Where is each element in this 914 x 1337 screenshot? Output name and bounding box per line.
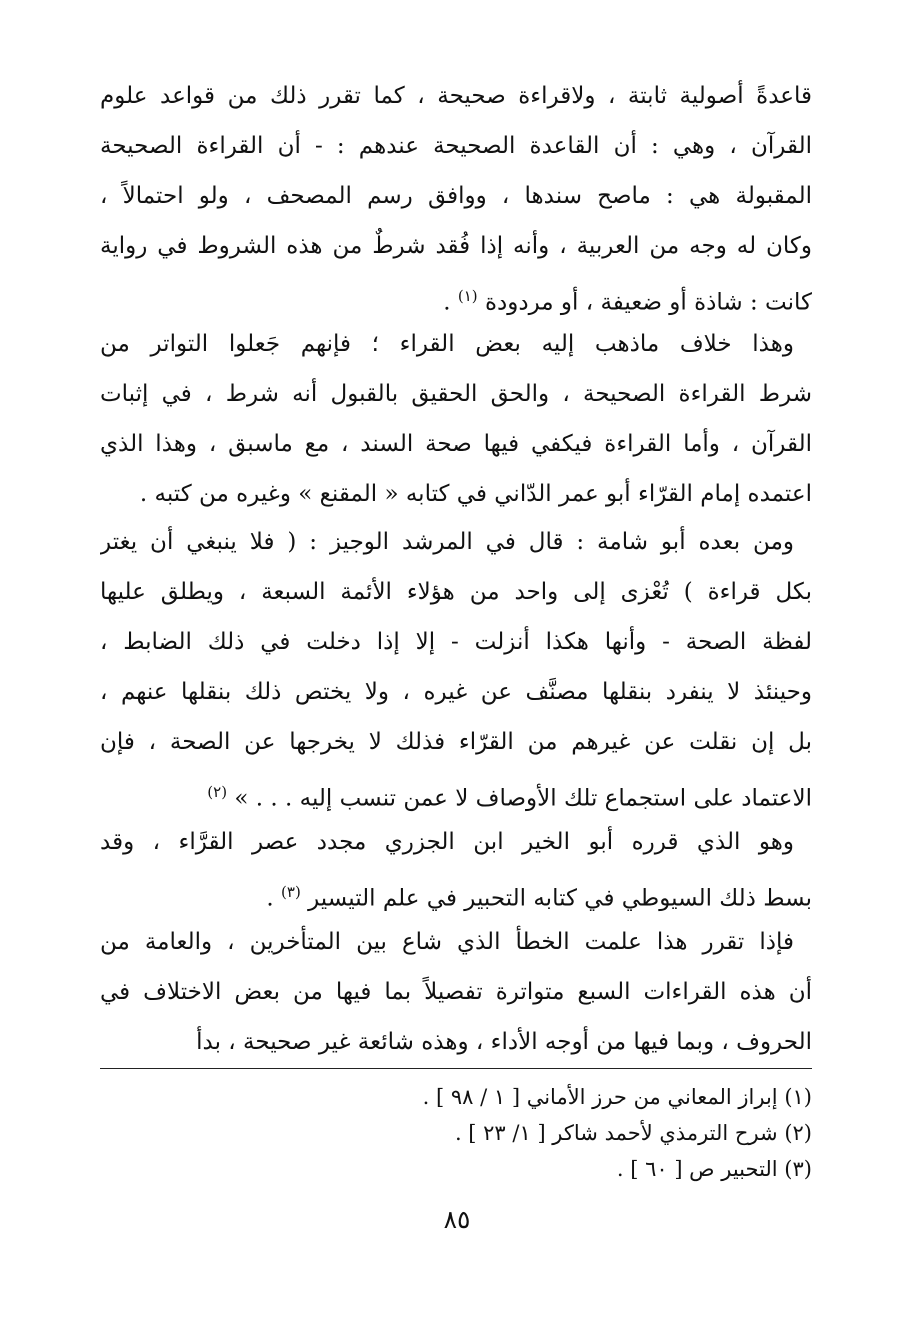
text-line <box>100 568 812 616</box>
text-line <box>100 72 812 120</box>
line-text: بكل قراءة ) تُعْزى إلى واحد من هؤلاء الأئمة السبعة ، ويطلق عليها <box>100 579 812 605</box>
text-line <box>100 668 812 716</box>
line-text: فإذا تقرر هذا علمت الخطأ الذي شاع بين المتأخرين ، والعامة من <box>100 929 794 955</box>
line-text: ومن بعده أبو شامة : قال في المرشد الوجيز : ( فلا ينبغي أن يغتر <box>100 529 794 555</box>
line-text: بسط ذلك السيوطي في كتابه التحبير في علم التيسير <box>308 885 812 912</box>
footnote: (٣) التحبير ص [ ٦٠ ] . <box>616 1157 812 1181</box>
line-text: وهذا خلاف ماذهب إليه بعض القراء ؛ فإنهم جَعلوا التواتر من <box>100 331 794 357</box>
line-text: بل إن نقلت عن غيرهم من القرّاء فذلك لا يخرجها عن الصحة ، فإن <box>100 729 812 755</box>
line-text: قاعدةً أصولية ثابتة ، ولاقراءة صحيحة ، كما تقرر ذلك من قواعد علوم <box>100 83 812 109</box>
line-text: أن هذه القراءات السبع متواترة تفصيلاً بما فيها من بعض الاختلاف في <box>100 979 812 1005</box>
line-text: اعتمده إمام القرّاء أبو عمر الدّاني في كتابه « المقنع » وغيره من كتبه . <box>139 481 812 507</box>
line-text: القرآن ، وهي : أن القاعدة الصحيحة عندهم : - أن القراءة الصحيحة <box>100 133 812 159</box>
text-line <box>100 768 812 816</box>
footnote-reference: (٢) <box>207 783 228 801</box>
text-line <box>100 420 812 468</box>
text-line <box>100 1018 812 1066</box>
text-line: كانت : شاذة أو ضعيفة ، أو مردودة $^{(١)}$ . <box>443 287 812 316</box>
text-line <box>100 470 812 518</box>
line-text: وكان له وجه من العربية ، وأنه إذا فُقد شرطٌ من هذه الشروط في رواية <box>100 233 812 259</box>
text-line <box>100 122 812 170</box>
text-line: بسط ذلك السيوطي في كتابه التحبير في علم التيسير $^{(٣)}$ . <box>266 883 812 912</box>
line-text: شرط القراءة الصحيحة ، والحق الحقيق بالقبول أنه شرط ، في إثبات <box>100 381 812 407</box>
text-line <box>100 618 812 666</box>
line-text: لفظة الصحة - وأنها هكذا أنزلت - إلا إذا دخلت في ذلك الضابط ، <box>100 629 812 655</box>
line-text: الاعتماد على استجماع تلك الأوصاف لا عمن تنسب إليه . . . » <box>234 785 812 812</box>
line-text: القرآن ، وأما القراءة فيكفي فيها صحة السند ، مع ماسبق ، وهذا الذي <box>100 431 812 457</box>
text-line <box>100 518 812 566</box>
footnote: (٢) شرح الترمذي لأحمد شاكر [ ١/ ٢٣ ] . <box>454 1121 812 1145</box>
text-line <box>100 222 812 270</box>
page-number: ٨٥ <box>443 1205 471 1234</box>
line-text: كانت : شاذة أو ضعيفة ، أو مردودة <box>484 289 812 316</box>
text-line <box>100 968 812 1016</box>
footnote: (١) إبراز المعاني من حرز الأماني [ ١ / ٩٨ ] . <box>422 1085 812 1109</box>
text-line <box>100 370 812 418</box>
footnote-divider <box>100 1068 812 1069</box>
text-line <box>100 818 812 866</box>
footnote-reference: (٣) <box>281 883 301 901</box>
text-line <box>100 718 812 766</box>
line-text: وحينئذ لا ينفرد بنقلها مصنَّف عن غيره ، ولا يختص ذلك بنقلها عنهم ، <box>100 679 812 705</box>
line-text: المقبولة هي : ماصح سندها ، ووافق رسم المصحف ، ولو احتمالاً ، <box>100 183 812 209</box>
text-line <box>100 172 812 220</box>
text-line <box>100 320 812 368</box>
line-text: وهو الذي قرره أبو الخير ابن الجزري مجدد عصر القرَّاء ، وقد <box>100 829 794 855</box>
footnote-reference: (١) <box>457 287 478 305</box>
line-text: الحروف ، وبما فيها من أوجه الأداء ، وهذه شائعة غير صحيحة ، بدأ <box>196 1029 812 1055</box>
text-line <box>100 918 812 966</box>
